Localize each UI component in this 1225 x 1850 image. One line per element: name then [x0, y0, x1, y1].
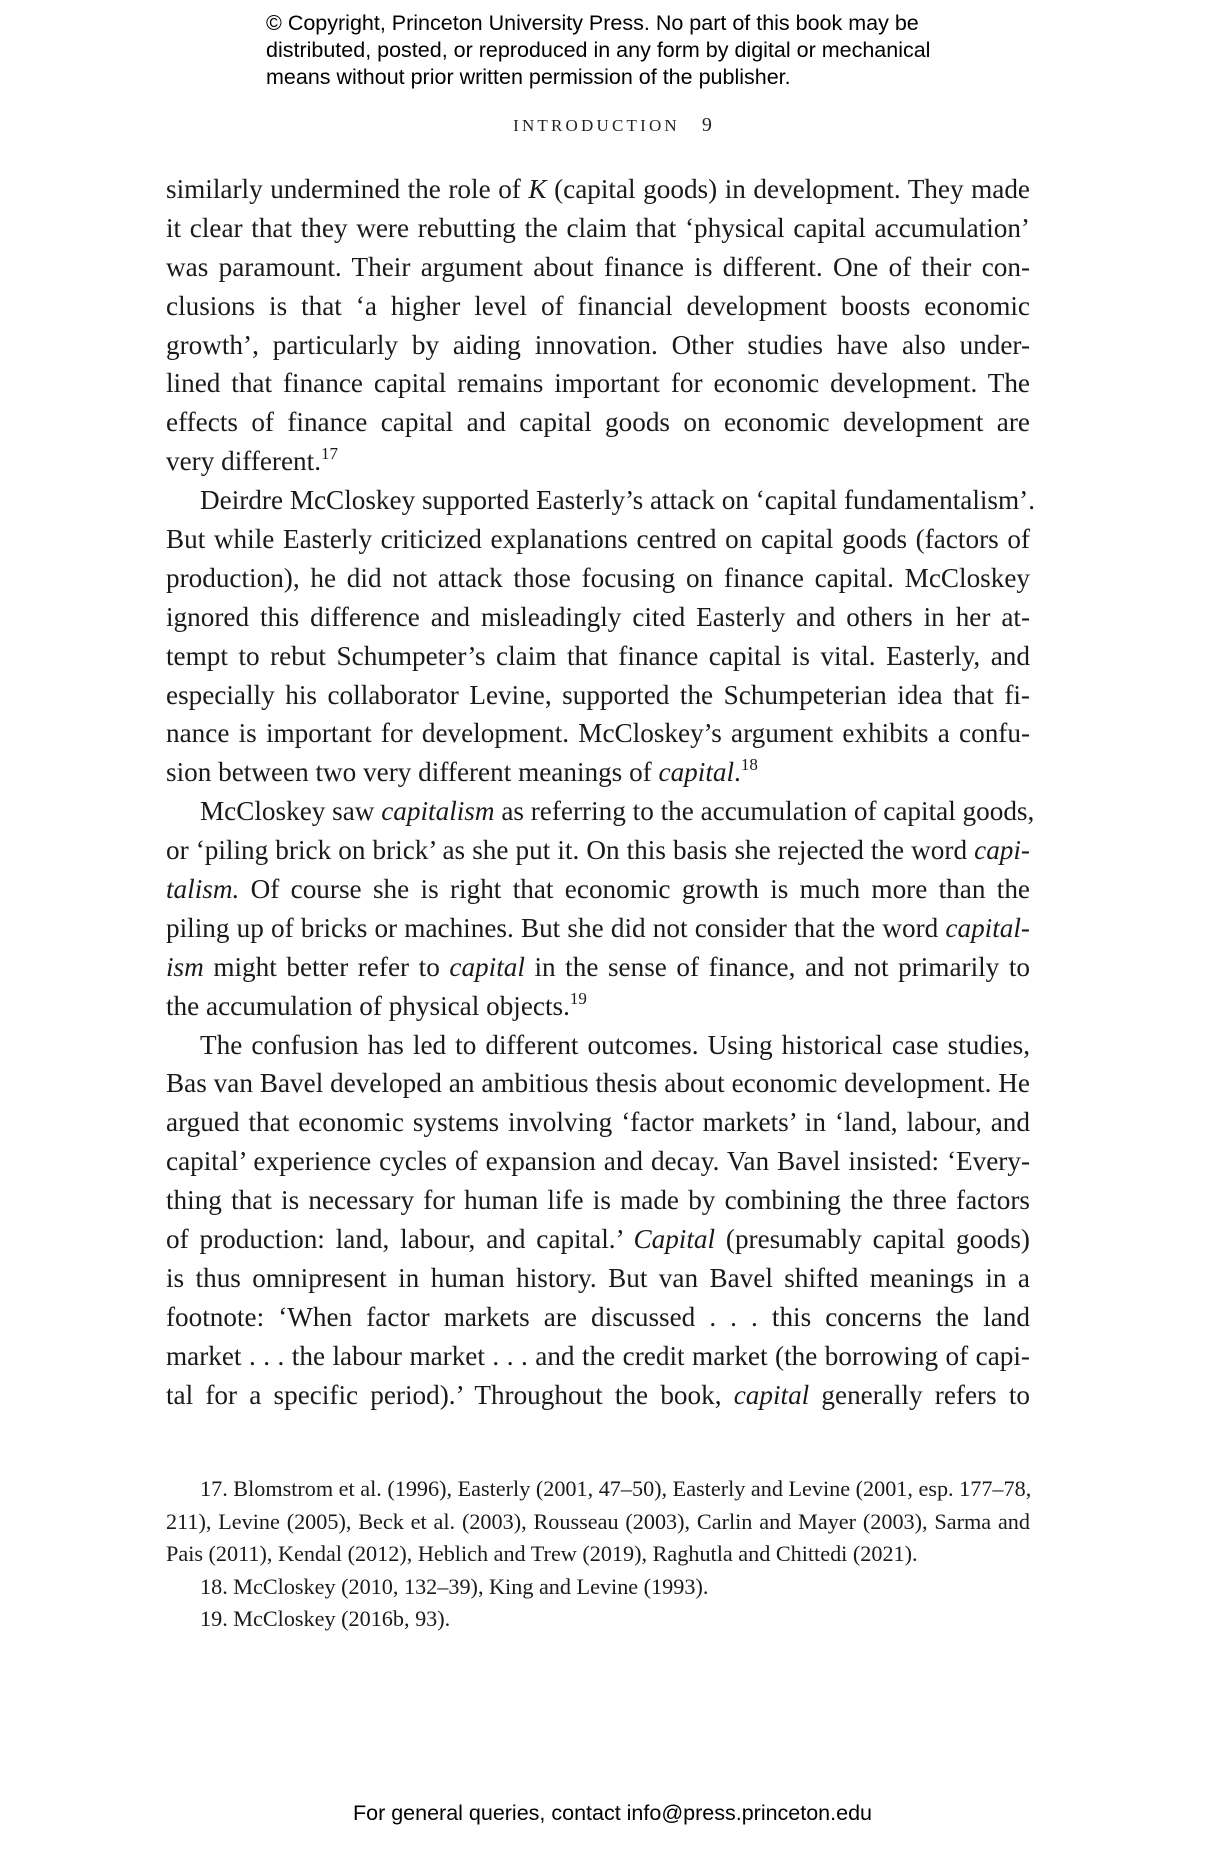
body-line: lined that finance capital remains important for economic development. The — [166, 368, 1030, 399]
body-line: ism might better refer to capital in the sense of finance, and not primarily to — [166, 951, 1030, 982]
body-text — [166, 170, 1036, 1415]
body-line: clusions is that ‘a higher level of financial development boosts economic — [166, 290, 1030, 321]
body-line: McCloskey saw capitalism as referring to the accumulation of capital goods, — [200, 796, 1035, 827]
body-line: growth’, particularly by aiding innovation. Other studies have also under- — [166, 329, 1030, 360]
body-line: production), he did not attack those focusing on finance capital. McCloskey — [166, 562, 1030, 593]
contact-line: For general queries, contact info@press.princeton.edu — [352, 1801, 872, 1825]
running-head — [0, 114, 1225, 137]
body-line: The confusion has led to different outcomes. Using historical case studies, — [200, 1029, 1030, 1060]
body-line: capital’ experience cycles of expansion and decay. Van Bavel insisted: ‘Every- — [166, 1146, 1030, 1177]
body-line: tal for a specific period).’ Throughout the book, capital generally refers to — [166, 1379, 1030, 1410]
body-line: nance is important for development. McCloskey’s argument exhibits a confu- — [166, 718, 1030, 749]
body-line: Bas van Bavel developed an ambitious thesis about economic development. He — [166, 1068, 1030, 1099]
body-line: the accumulation of physical objects.$^{19}$ — [166, 988, 587, 1021]
footnote-17-line: 211), Levine (2005), Beck et al. (2003), Rousseau (2003), Carlin and Mayer (2003), Sarma and — [166, 1508, 1030, 1534]
body-line: ignored this difference and misleadingly cited Easterly and others in her at- — [166, 601, 1030, 632]
body-line: argued that economic systems involving ‘factor markets’ in ‘land, labour, and — [166, 1107, 1030, 1138]
body-line: thing that is necessary for human life is made by combining the three factors — [166, 1185, 1030, 1216]
body-line: tempt to rebut Schumpeter’s claim that finance capital is vital. Easterly, and — [166, 640, 1030, 671]
body-line: effects of finance capital and capital goods on economic development are — [166, 407, 1030, 438]
footnote-ref-18[interactable]: 18 — [740, 755, 758, 775]
footnote-17-line: Pais (2011), Kendal (2012), Heblich and Trew (2019), Raghutla and Chittedi (2021). — [166, 1541, 918, 1567]
copyright-line-1: © Copyright, Princeton University Press. No part of this book may be — [266, 11, 919, 35]
body-line: or ‘piling brick on brick’ as she put it. On this basis she rejected the word capi- — [166, 835, 1030, 866]
footnote-19: 19. McCloskey (2016b, 93). — [200, 1606, 451, 1632]
body-line: of production: land, labour, and capital.’ Capital (presumably capital goods) — [166, 1224, 1030, 1255]
footnote-ref-17[interactable]: 17 — [321, 444, 339, 464]
body-line: piling up of bricks or machines. But she did not consider that the word capital- — [166, 912, 1030, 943]
page-number: 9 — [701, 114, 712, 136]
body-line: But while Easterly criticized explanations centred on capital goods (factors of — [166, 524, 1030, 555]
body-line: market . . . the labour market . . . and the credit market (the borrowing of capi- — [166, 1340, 1030, 1371]
body-line: talism. Of course she is right that economic growth is much more than the — [166, 874, 1030, 905]
body-line: especially his collaborator Levine, supported the Schumpeterian idea that fi- — [166, 679, 1030, 710]
body-line: Deirdre McCloskey supported Easterly’s attack on ‘capital fundamentalism’. — [200, 485, 1036, 516]
running-head-title: INTRODUCTION — [513, 116, 680, 135]
body-line: was paramount. Their argument about finance is different. One of their con- — [166, 251, 1030, 282]
body-line: similarly undermined the role of K (capital goods) in development. They made — [166, 174, 1030, 204]
body-line: is thus omnipresent in human history. But van Bavel shifted meanings in a — [166, 1262, 1030, 1293]
footnote-17-line: 17. Blomstrom et al. (1996), Easterly (2001, 47–50), Easterly and Levine (2001, esp. 177–78, — [200, 1476, 1032, 1501]
copyright-notice — [266, 10, 986, 91]
body-line: footnote: ‘When factor markets are discussed . . . this concerns the land — [166, 1301, 1030, 1332]
body-line: very different.$^{17}$ — [166, 444, 339, 477]
footnotes — [166, 1473, 1030, 1636]
footnote-18: 18. McCloskey (2010, 132–39), King and Levine (1993). — [200, 1573, 709, 1599]
copyright-line-3: means without prior written permission of the publisher. — [266, 65, 791, 89]
footnote-ref-19[interactable]: 19 — [569, 988, 587, 1008]
copyright-line-2: distributed, posted, or reproduced in any form by digital or mechanical — [266, 38, 931, 62]
body-line: sion between two very different meanings of capital.$^{18}$ — [166, 755, 758, 788]
body-line: it clear that they were rebutting the claim that ‘physical capital accumulation’ — [166, 212, 1030, 243]
